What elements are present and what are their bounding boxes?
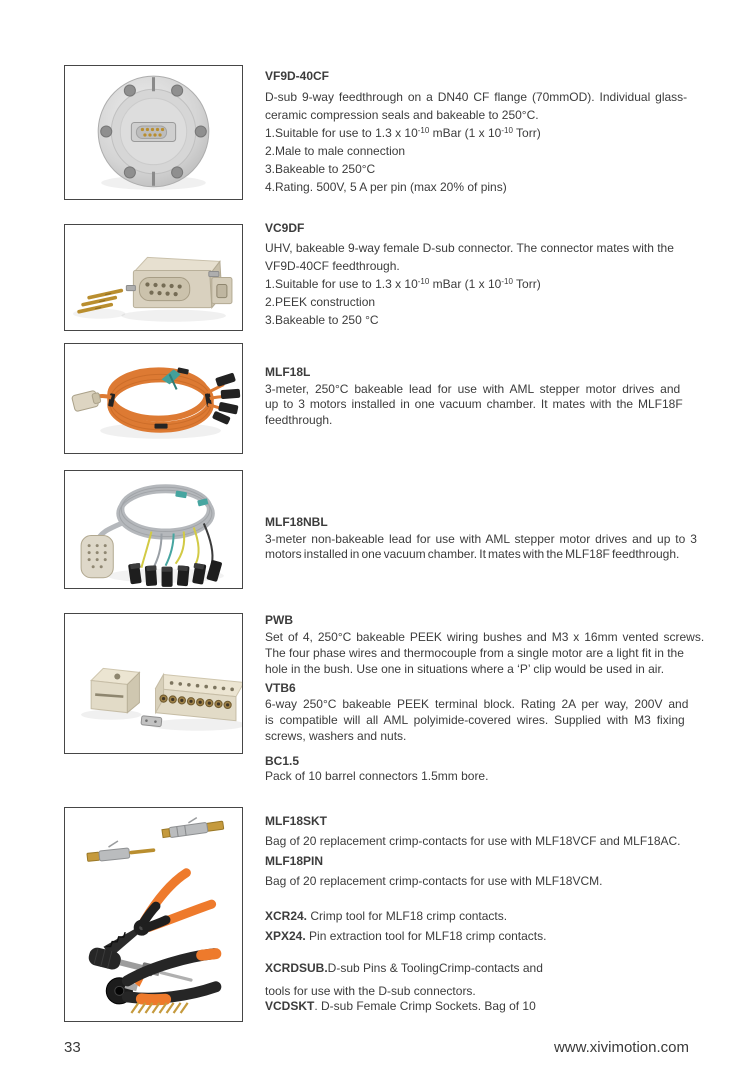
superscript-exponent: -10 (417, 277, 430, 286)
description-text: D-sub Pins & ToolingCrimp-contacts and (327, 961, 543, 975)
superscript-exponent: -10 (501, 277, 513, 286)
product-photo-box (64, 807, 243, 1022)
feature-line: 4.Rating. 500V, 5 A per pin (max 20% of pins) (265, 180, 507, 194)
feature-line: 2.PEEK construction (265, 295, 376, 309)
product-code: VTB6 (265, 681, 296, 695)
dsub-female-connector-photo (65, 225, 242, 330)
product-code: PWB (265, 613, 293, 627)
product-code: BC1.5 (265, 754, 300, 768)
product-code: MLF18L (265, 365, 311, 379)
cf-flange-feedthrough-photo (65, 66, 242, 199)
superscript-exponent: -10 (417, 126, 430, 135)
description-line: Pack of 10 barrel connectors 1.5mm bore. (265, 769, 489, 783)
description-line: is compatible will all AML polyimide-covered wires. Supplied with M3 fixing (265, 713, 685, 727)
crimp-contacts-tools-photo (65, 808, 242, 1021)
footer-website: www.xivimotion.com (553, 1039, 689, 1056)
bakeable-lead-photo (65, 344, 242, 453)
description-line: hole in the bush. Use one in situations where a ‘P’ clip would be used in air. (265, 662, 665, 676)
product-code: MLF18SKT (265, 814, 328, 828)
product-line (265, 910, 694, 923)
product-code: VCDSKT (265, 999, 315, 1013)
footer-page-number: 33 (64, 1039, 81, 1056)
product-code: MLF18NBL (265, 515, 328, 529)
non-bakeable-lead-photo (65, 471, 242, 588)
description-line: UHV, bakeable 9-way female D-sub connector. The connector mates with the (265, 241, 674, 255)
description-line: Bag of 20 replacement crimp-contacts for use with MLF18VCM. (265, 874, 603, 888)
description-line: Bag of 20 replacement crimp-contacts for use with MLF18VCF and MLF18AC. (265, 834, 681, 848)
product-line (265, 1000, 694, 1013)
feature-line: 1.Suitable for use to 1.3 x $10^{-10}$ mBar (1 x $10^{-10}$ Torr) (265, 126, 541, 140)
feature-line: 3.Bakeable to 250 °C (265, 313, 379, 327)
description-line: The four phase wires and thermocouple from a single motor are a light fit in the (265, 646, 684, 660)
product-line (265, 962, 694, 975)
description-line: tools for use with the D-sub connectors. (265, 984, 476, 998)
description-line: feedthrough. (265, 413, 333, 427)
description-line: Set of 4, 250°C bakeable PEEK wiring bushes and M3 x 16mm vented screws. (265, 630, 705, 644)
description-line: ceramic compression seals and bakeable to 250°C. (265, 108, 539, 122)
product-photo-box (64, 613, 243, 754)
description-line: 6-way 250°C bakeable PEEK terminal block. Rating 2A per way, 200V and (265, 697, 689, 711)
product-code: VF9D-40CF (265, 69, 330, 83)
product-line (265, 930, 694, 943)
description-line: up to 3 motors installed in one vacuum chamber. It mates with the MLF18F (265, 397, 683, 411)
product-code: MLF18PIN (265, 854, 324, 868)
product-photo-box (64, 470, 243, 589)
superscript-exponent: -10 (501, 126, 513, 135)
product-photo-box (64, 224, 243, 331)
product-code: XCRDSUB. (265, 961, 328, 975)
description-line: D-sub 9-way feedthrough on a DN40 CF flange (70mmOD). Individual glass- (265, 90, 688, 104)
feature-line: 1.Suitable for use to 1.3 x $10^{-10}$ mBar (1 x $10^{-10}$ Torr) (265, 277, 541, 291)
feature-line: 3.Bakeable to 250°C (265, 162, 376, 176)
description-line: motors installed in one vacuum chamber. It mates with the MLF18F feedthrough. (265, 547, 680, 561)
description-line: screws, washers and nuts. (265, 729, 407, 743)
product-code: XPX24. (265, 929, 306, 943)
product-photo-box (64, 343, 243, 454)
description-line: 3-meter, 250°C bakeable lead for use with AML stepper motor drives and (265, 382, 681, 396)
product-photo-box (64, 65, 243, 200)
description-line: 3-meter non-bakeable lead for use with AML stepper motor drives and up to 3 (265, 532, 697, 546)
description-text: Crimp tool for MLF18 crimp contacts. (307, 909, 508, 923)
description-line: VF9D-40CF feedthrough. (265, 259, 400, 273)
product-code: VC9DF (265, 221, 305, 235)
description-text: Pin extraction tool for MLF18 crimp contacts. (305, 929, 547, 943)
description-text: . D-sub Female Crimp Sockets. Bag of 10 (314, 999, 536, 1013)
product-code: XCR24. (265, 909, 308, 923)
feature-line: 2.Male to male connection (265, 144, 406, 158)
peek-wiring-bush-photo (65, 614, 242, 753)
